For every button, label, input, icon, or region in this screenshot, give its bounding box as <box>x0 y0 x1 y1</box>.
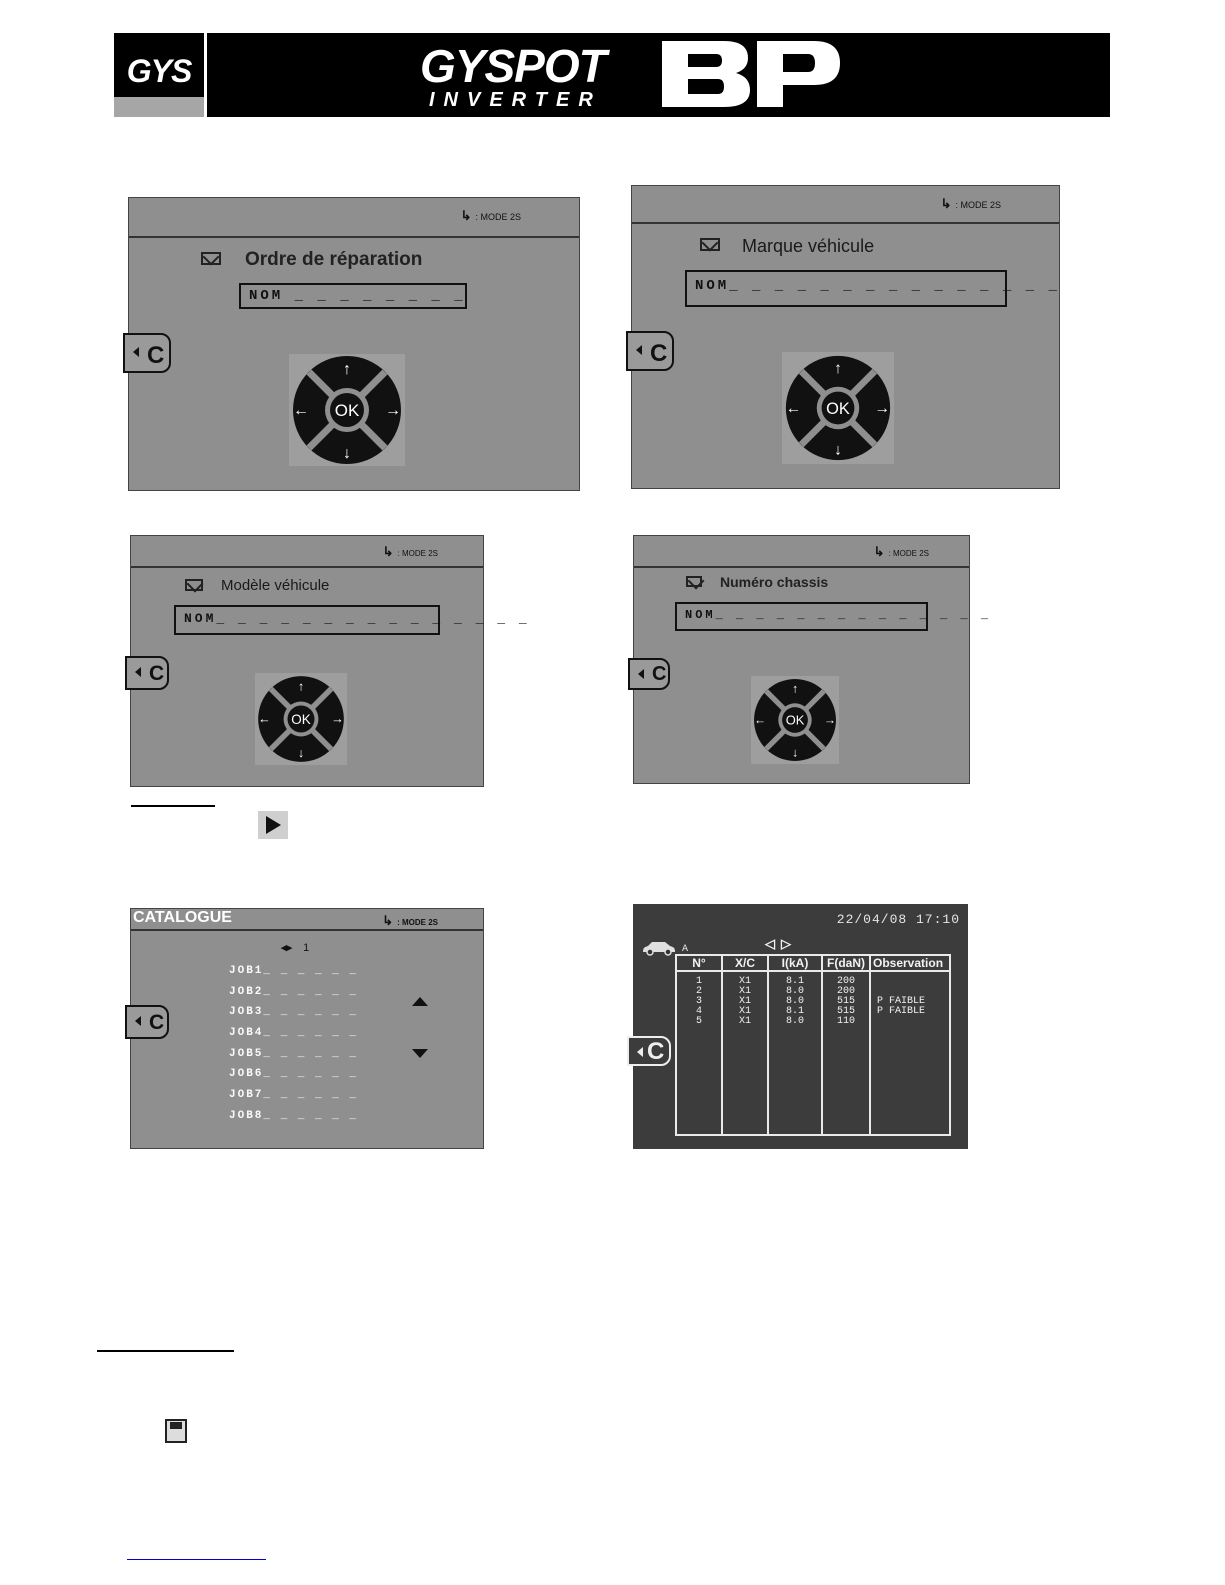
cell-f: 515 <box>822 1007 870 1017</box>
return-icon: ↳ <box>940 196 952 211</box>
table-row <box>676 971 950 987</box>
svg-text:←: ← <box>258 711 271 726</box>
screen-topbar <box>129 198 579 238</box>
cell-no: 1 <box>676 971 722 987</box>
cell-xc: X1 <box>722 971 768 987</box>
catalogue-title: CATALOGUE <box>133 909 232 926</box>
table-row <box>676 1017 950 1135</box>
footer-link-rule <box>127 1559 266 1560</box>
cell-i: 8.1 <box>768 971 822 987</box>
name-input[interactable]: NOM_ _ _ _ _ _ _ _ _ _ _ _ _ _ _ <box>685 270 1007 307</box>
screen-topbar <box>632 186 1059 224</box>
svg-text:OK: OK <box>785 712 805 728</box>
svg-text:→: → <box>331 711 344 726</box>
back-button[interactable]: C <box>627 1036 671 1066</box>
envelope-icon <box>686 576 702 587</box>
envelope-icon <box>185 579 203 591</box>
brand-name: GYSPOT <box>420 40 606 92</box>
svg-text:↓: ↓ <box>297 746 305 761</box>
screen-modele-vehicule <box>130 535 530 787</box>
back-button[interactable]: C <box>125 656 169 690</box>
catalogue-job[interactable]: JOB8_ _ _ _ _ _ <box>229 1110 359 1122</box>
cell-obs: P FAIBLE <box>870 997 950 1007</box>
screen-numero-chassis <box>633 535 992 784</box>
cell-i: 8.1 <box>768 1007 822 1017</box>
page-selector[interactable] <box>281 941 309 954</box>
back-button[interactable]: C <box>125 1005 169 1039</box>
svg-text:↓: ↓ <box>343 445 351 462</box>
svg-text:↓: ↓ <box>834 441 842 459</box>
screen-marque-vehicule <box>631 185 1060 489</box>
name-input[interactable]: NOM _ _ _ _ _ _ _ _ <box>239 283 467 309</box>
direction-pad <box>289 354 405 466</box>
save-icon <box>165 1419 187 1443</box>
col-header: N° <box>676 955 722 971</box>
car-icon <box>641 940 677 961</box>
svg-text:OK: OK <box>291 711 311 727</box>
brand-subtitle: INVERTER <box>429 89 602 111</box>
svg-text:↑: ↑ <box>834 360 842 378</box>
catalogue-job[interactable]: JOB4_ _ _ _ _ _ <box>229 1027 359 1039</box>
mode-indicator: ↳ : MODE 2S <box>873 544 929 559</box>
catalogue-job[interactable]: JOB2_ _ _ _ _ _ <box>229 986 359 998</box>
col-header: F(daN) <box>822 955 870 971</box>
cell-no: 4 <box>676 1007 722 1017</box>
cell-i: 8.0 <box>768 1017 822 1135</box>
cell-f: 200 <box>822 971 870 987</box>
header-banner <box>207 33 1110 117</box>
envelope-icon <box>201 252 221 265</box>
cell-no: 2 <box>676 987 722 997</box>
svg-text:OK: OK <box>334 401 360 420</box>
svg-text:↑: ↑ <box>343 361 351 378</box>
scroll-up-icon[interactable] <box>412 997 428 1006</box>
screen-ordre-reparation <box>128 197 580 491</box>
page-number: 1 <box>303 942 310 954</box>
mode-indicator: ↳ : MODE 2S <box>382 544 438 559</box>
gys-logo <box>114 33 204 117</box>
screen-topbar <box>131 909 483 931</box>
screen-topbar <box>131 536 483 568</box>
svg-text:→: → <box>385 402 401 419</box>
col-header: I(kA) <box>768 955 822 971</box>
cell-f: 110 <box>822 1017 870 1135</box>
cell-i: 8.0 <box>768 997 822 1007</box>
mode-indicator: ↳ : MODE 2S <box>460 208 521 223</box>
page-arrows-icon: ◂▸ <box>281 942 293 954</box>
screen-catalogue <box>130 908 484 1149</box>
cell-obs: P FAIBLE <box>870 1007 950 1017</box>
catalogue-job[interactable]: JOB6_ _ _ _ _ _ <box>229 1068 359 1080</box>
back-button[interactable]: C <box>626 331 674 371</box>
return-icon: ↳ <box>873 544 885 559</box>
scroll-down-icon[interactable] <box>412 1049 428 1058</box>
vehicle-label: A <box>682 944 689 955</box>
cell-xc: X1 <box>722 1017 768 1135</box>
cell-no: 5 <box>676 1017 722 1135</box>
back-button[interactable]: C <box>123 333 171 373</box>
svg-text:←: ← <box>785 399 802 417</box>
cell-f: 515 <box>822 997 870 1007</box>
col-header: Observation <box>870 955 950 971</box>
cell-obs <box>870 1017 950 1135</box>
mode-indicator: ↳ : MODE 2S <box>940 196 1001 211</box>
return-icon: ↳ <box>460 208 472 223</box>
svg-text:↓: ↓ <box>791 745 799 760</box>
screen-log <box>633 904 968 1149</box>
log-datetime: 22/04/08 17:10 <box>836 912 960 927</box>
svg-text:OK: OK <box>826 399 850 418</box>
mode-indicator: ↳ : MODE 2S <box>382 913 438 928</box>
back-button[interactable]: C <box>628 658 670 690</box>
screen-title: Ordre de réparation <box>245 249 423 270</box>
catalogue-job[interactable]: JOB5_ _ _ _ _ _ <box>229 1048 359 1060</box>
svg-text:→: → <box>823 712 836 727</box>
screen-title: Marque véhicule <box>742 236 875 256</box>
cell-xc: X1 <box>722 987 768 997</box>
cell-f: 200 <box>822 987 870 997</box>
catalogue-job[interactable]: JOB3_ _ _ _ _ _ <box>229 1006 359 1018</box>
log-table <box>675 954 951 1136</box>
svg-text:←: ← <box>754 712 767 727</box>
model-bp-logo <box>662 37 842 109</box>
svg-text:↑: ↑ <box>297 679 305 694</box>
name-input[interactable]: NOM_ _ _ _ _ _ _ _ _ _ _ _ _ _ <box>675 602 928 631</box>
return-icon: ↳ <box>382 913 394 928</box>
envelope-icon <box>700 238 720 251</box>
name-input[interactable]: NOM_ _ _ _ _ _ _ _ _ _ _ _ _ _ _ <box>174 605 440 635</box>
cell-no: 3 <box>676 997 722 1007</box>
section-underline <box>97 1350 234 1352</box>
underline-rule <box>131 805 215 807</box>
direction-pad <box>782 352 894 464</box>
return-icon: ↳ <box>382 544 394 559</box>
col-header: X/C <box>722 955 768 971</box>
catalogue-job[interactable]: JOB1_ _ _ _ _ _ <box>229 965 359 977</box>
cell-xc: X1 <box>722 1007 768 1017</box>
screen-title: Numéro chassis <box>720 574 829 590</box>
svg-text:↑: ↑ <box>791 681 799 696</box>
gys-logo-band <box>114 97 204 117</box>
svg-text:←: ← <box>293 402 309 419</box>
table-row <box>676 1007 950 1017</box>
screen-title: Modèle véhicule <box>221 577 330 594</box>
cell-xc: X1 <box>722 997 768 1007</box>
play-icon <box>258 811 288 839</box>
catalogue-job[interactable]: JOB7_ _ _ _ _ _ <box>229 1089 359 1101</box>
gys-logo-text: GYS <box>126 53 192 89</box>
direction-pad <box>751 676 839 764</box>
cell-obs <box>870 971 950 987</box>
direction-pad <box>255 673 347 765</box>
cell-i: 8.0 <box>768 987 822 997</box>
screen-topbar <box>634 536 969 568</box>
svg-text:→: → <box>874 399 891 417</box>
log-nav-arrows-icon[interactable]: ◁▷ <box>765 936 797 951</box>
